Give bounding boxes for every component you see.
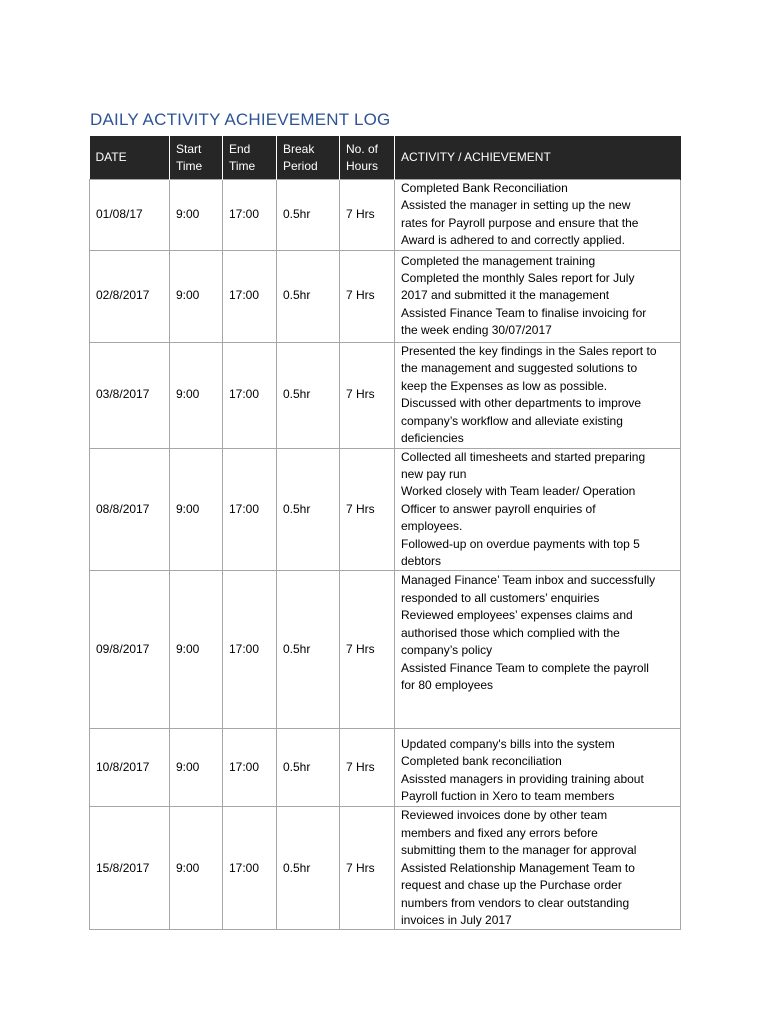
cell-start-time: 9:00	[170, 729, 223, 807]
activity-line: Managed Finance’ Team inbox and successfully	[401, 573, 656, 588]
activity-line: debtors	[401, 554, 442, 569]
col-header-hours-line1: No. of	[346, 141, 379, 156]
activity-line: Assisted Finance Team to complete the payroll	[401, 660, 649, 675]
page-title: DAILY ACTIVITY ACHIEVEMENT LOG	[90, 110, 391, 129]
cell-end-time: 17:00	[223, 342, 277, 448]
cell-end-time: 17:00	[223, 180, 277, 251]
cell-start-time: 9:00	[170, 250, 223, 342]
col-header-activity: ACTIVITY / ACHIEVEMENT	[395, 136, 681, 180]
cell-start-time: 9:00	[170, 180, 223, 251]
cell-date: 08/8/2017	[90, 448, 170, 571]
cell-hours: 7 Hrs	[340, 342, 395, 448]
cell-hours: 7 Hrs	[340, 807, 395, 930]
activity-log-table	[89, 136, 681, 930]
activity-line: Assisted the manager in setting up the new	[401, 198, 631, 213]
activity-line: Collected all timesheets and started preparing	[401, 449, 646, 464]
activity-line: Assisted Relationship Management Team to	[401, 860, 635, 875]
cell-date: 10/8/2017	[90, 729, 170, 807]
activity-line: Reviewed invoices done by other team	[401, 808, 608, 823]
col-header-date: DATE	[90, 136, 170, 180]
activity-line: Discussed with other departments to improve	[401, 396, 642, 411]
table-row	[90, 180, 681, 251]
col-header-end-line1: End	[229, 141, 251, 156]
col-header-end-time	[223, 136, 277, 180]
cell-hours: 7 Hrs	[340, 180, 395, 251]
cell-end-time: 17:00	[223, 448, 277, 571]
activity-line: members and fixed any errors before	[401, 825, 598, 840]
cell-end-time: 17:00	[223, 807, 277, 930]
cell-hours: 7 Hrs	[340, 729, 395, 807]
cell-activity	[395, 807, 681, 930]
table-row	[90, 729, 681, 807]
activity-line: Presented the key findings in the Sales report to	[401, 343, 657, 358]
cell-start-time: 9:00	[170, 448, 223, 571]
cell-start-time: 9:00	[170, 571, 223, 729]
cell-end-time: 17:00	[223, 250, 277, 342]
cell-hours: 7 Hrs	[340, 448, 395, 571]
cell-break-period: 0.5hr	[277, 448, 340, 571]
activity-line: the week ending 30/07/2017	[401, 323, 552, 338]
cell-end-time: 17:00	[223, 571, 277, 729]
col-header-break-line2: Period	[283, 158, 318, 173]
cell-break-period: 0.5hr	[277, 342, 340, 448]
activity-line: Completed the management training	[401, 253, 596, 268]
col-header-start-line2: Time	[176, 158, 203, 173]
col-header-hours	[340, 136, 395, 180]
activity-line: for 80 employees	[401, 677, 494, 692]
col-header-hours-line2: Hours	[346, 158, 379, 173]
activity-line: employees.	[401, 519, 463, 534]
table-row	[90, 571, 681, 729]
activity-line: authorised those which complied with the	[401, 625, 620, 640]
col-header-end-line2: Time	[229, 158, 256, 173]
activity-line: Reviewed employees’ expenses claims and	[401, 608, 633, 623]
cell-date: 03/8/2017	[90, 342, 170, 448]
activity-line: invoices in July 2017	[401, 912, 512, 927]
activity-line: Completed bank reconciliation	[401, 754, 562, 769]
col-header-break-line1: Break	[283, 141, 315, 156]
cell-date: 15/8/2017	[90, 807, 170, 930]
activity-line: keep the Expenses as low as possible.	[401, 378, 608, 393]
activity-line: Followed-up on overdue payments with top 5	[401, 536, 640, 551]
cell-hours: 7 Hrs	[340, 571, 395, 729]
activity-line: request and chase up the Purchase order	[401, 878, 622, 893]
cell-activity	[395, 250, 681, 342]
cell-date: 02/8/2017	[90, 250, 170, 342]
activity-line: responded to all customers’ enquiries	[401, 590, 600, 605]
activity-line: Completed the monthly Sales report for July	[401, 271, 635, 286]
activity-line: 2017 and submitted it the management	[401, 288, 610, 303]
col-header-break-period	[277, 136, 340, 180]
table-row	[90, 342, 681, 448]
table-row	[90, 250, 681, 342]
cell-break-period: 0.5hr	[277, 571, 340, 729]
activity-line: Asissted managers in providing training about	[401, 771, 644, 786]
table-row	[90, 807, 681, 930]
activity-line: Officer to answer payroll enquiries of	[401, 501, 596, 516]
cell-break-period: 0.5hr	[277, 807, 340, 930]
cell-activity	[395, 180, 681, 251]
cell-activity	[395, 342, 681, 448]
activity-line: Award is adhered to and correctly applied.	[401, 233, 625, 248]
activity-line: Assisted Finance Team to finalise invoicing for	[401, 305, 647, 320]
activity-line: rates for Payroll purpose and ensure that the	[401, 215, 639, 230]
activity-line: Worked closely with Team leader/ Operation	[401, 484, 636, 499]
activity-line: numbers from vendors to clear outstanding	[401, 895, 630, 910]
col-header-start-time	[170, 136, 223, 180]
cell-activity	[395, 448, 681, 571]
col-header-start-line1: Start	[176, 141, 202, 156]
table-row	[90, 448, 681, 571]
activity-line: company’s workflow and alleviate existing	[401, 413, 623, 428]
cell-break-period: 0.5hr	[277, 250, 340, 342]
cell-break-period: 0.5hr	[277, 180, 340, 251]
activity-line: new pay run	[401, 467, 467, 482]
cell-hours: 7 Hrs	[340, 250, 395, 342]
cell-date: 09/8/2017	[90, 571, 170, 729]
cell-start-time: 9:00	[170, 342, 223, 448]
activity-line: company’s policy	[401, 643, 493, 658]
cell-date: 01/08/17	[90, 180, 170, 251]
cell-end-time: 17:00	[223, 729, 277, 807]
activity-line: Updated company's bills into the system	[401, 736, 615, 751]
activity-line: the management and suggested solutions to	[401, 361, 638, 376]
cell-start-time: 9:00	[170, 807, 223, 930]
activity-line: Payroll fuction in Xero to team members	[401, 789, 615, 804]
activity-line: submitting them to the manager for approval	[401, 843, 637, 858]
activity-line: deficiencies	[401, 430, 464, 445]
cell-activity	[395, 571, 681, 729]
cell-activity	[395, 729, 681, 807]
activity-line: Completed Bank Reconciliation	[401, 181, 568, 195]
cell-break-period: 0.5hr	[277, 729, 340, 807]
table-header-row	[90, 136, 681, 180]
